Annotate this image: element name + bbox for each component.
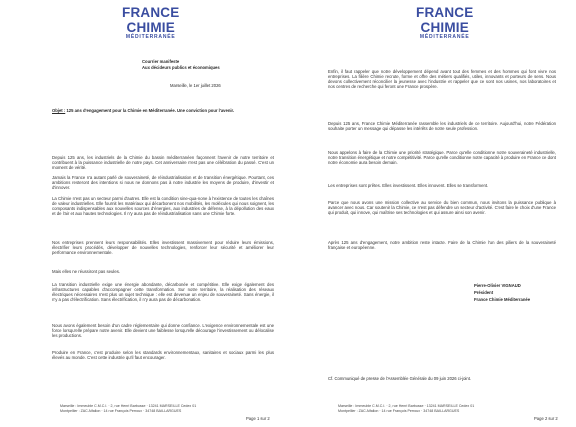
objet-text: 125 ans d'engagement pour la Chimie en Méditerranée. Une conviction pour l'avenir. xyxy=(66,108,235,113)
logo-line-2: CHIMIE xyxy=(420,19,469,35)
addressee-line-1: Courrier manifeste xyxy=(142,59,180,64)
logo-line-2: CHIMIE xyxy=(126,19,175,35)
p2-page-number: Page 2 sur 2 xyxy=(534,416,558,421)
p1-paragraph-3: La Chimie n'est pas un secteur parmi d'autres. Elle est la condition sine-qua-none à l'existence de toutes les chaînes de valeur industrielles. Elle fournit les matériaux qui décarbonent nos mobilités, les molécules qui nous soignent, les composants indispensables aux nouvelles sources d'énergies, aux industries de défense, à la dépollution des eaux et de l'air et aux hautes technologies. Il n'y aura pas de réindustrialisation sans une Chimie forte. xyxy=(52,196,274,217)
p1-paragraph-7: Nous avons également besoin d'un cadre réglementaire qui donne confiance. L'exigence environnementale est une force lorsqu'elle prépare notre avenir. Elle devient une faiblesse lorsqu'elle décourage l'investissement ou délocalise les productions. xyxy=(52,323,274,339)
p2-footer-line-1: Marseille : Immeuble C.M.C.I. · 2, rue Henri Barbusse · 13241 MARSEILLE Cedex 01 xyxy=(338,404,475,408)
signatory-title: Président xyxy=(474,290,494,295)
logo-line-3: MÉDITERRANÉE xyxy=(419,34,470,40)
p2-paragraph-1: Enfin, il faut rappeler que notre développement dépend avant tout des femmes et des hommes qui font vivre nos entreprises. La filière Chimie recrute, forme et offre des métiers qualifiés, utiles, innovants et porteurs de sens. Nous devons collectivement réconcilier la jeunesse avec l'industrie et rappeler que ce sont nos usines, nos laboratoires et nos centres de recherche qui feront une France prospère. xyxy=(328,69,556,90)
p2-paragraph-6: Après 125 ans d'engagement, notre ambition reste intacte. Faire de la Chimie l'un des piliers de la souveraineté française et européenne. xyxy=(328,240,556,251)
objet-label: Objet : xyxy=(52,108,66,113)
p1-paragraph-4: Nos entreprises prennent leurs responsabilités. Elles investissent massivement pour réduire leurs émissions, électrifier leurs procédés, développer de nouvelles technologies, renforcer leur sécurité et améliorer leur performance environnementale. xyxy=(52,240,274,256)
letter-page-2 xyxy=(288,0,576,427)
p2-footer xyxy=(338,404,548,413)
p1-footer-line-2: Montpellier : ZAC Alfallon · 14 rue François Perroux · 34748 BAILLARGUES xyxy=(60,408,182,413)
p1-footer xyxy=(60,404,270,413)
p2-paragraph-4: Les entreprises sont prêtes. Elles investissent. Elles innovent. Elles se transforment. xyxy=(328,183,489,188)
addressee-line-2: Aux décideurs publics et économiques xyxy=(142,65,220,70)
objet-line xyxy=(52,108,274,113)
place-date: Marseille, le 1er juillet 2026 xyxy=(170,83,221,88)
p2-paragraph-2: Depuis 125 ans, France Chimie Méditerranée rassemble les industriels de ce territoire. Aujourd'hui, notre Fédération souhaite porter un message qui dépasse les intérêts de notre seule profession. xyxy=(328,121,556,132)
p1-paragraph-6: La transition industrielle exige une énergie abondante, décarbonée et compétitive. Elle exige également des infrastructures capables d'accompagner cette transformation. Sur notre territoire, la réalisation des réseaux électriques nécessaires n'est plus un sujet technique : elle est devenue un enjeu de souveraineté. Sans énergie, il n'y a pas d'électrification. Sans électrification, il n'y aura pas de décarbonation. xyxy=(52,282,274,303)
signatory-org: France Chimie Méditerranée xyxy=(474,297,531,302)
p1-paragraph-2: Jamais la France n'a autant parlé de souveraineté, de réindustrialisation et de transition énergétique. Pourtant, ces ambitions resteront des intentions si nous ne donnons pas à notre industrie les moyens de produire, d'investir et d'innover. xyxy=(52,175,274,191)
press-release-note: Cf. Communiqué de presse de l'Assemblée Générale du 09 juin 2026 ci-joint. xyxy=(328,376,472,381)
p1-footer-line-1: Marseille : Immeuble C.M.C.I. · 2, rue Henri Barbusse · 13241 MARSEILLE Cedex 01 xyxy=(60,404,197,408)
p1-paragraph-5: Mais elles ne réussiront pas seules. xyxy=(52,269,121,274)
france-chimie-logo xyxy=(122,6,179,40)
logo-line-1: FRANCE xyxy=(122,5,180,20)
france-chimie-logo-page-2 xyxy=(416,6,473,40)
p1-paragraph-1: Depuis 125 ans, les industriels de la Chimie du bassin méditerranéen façonnent l'avenir de notre territoire et contribuent à la puissance industrielle de notre pays. Cet anniversaire n'est pas une célébration du passé. C'est un moment de vérité. xyxy=(52,155,274,171)
p1-paragraph-8: Produire en France, c'est produire selon les standards environnementaux, sanitaires et sociaux parmi les plus élevés au monde. C'est cette industrie qu'il faut encourager. xyxy=(52,350,274,361)
logo-line-1: FRANCE xyxy=(416,5,474,20)
p2-footer-line-2: Montpellier : ZAC Alfallon · 14 rue François Perroux · 34748 BAILLARGUES xyxy=(338,408,460,413)
p2-paragraph-5: Parce que nous avons une mission collective au service du bien commun, nous invitons la puissance publique à avancer avec nous. Car soutenir la Chimie, ce n'est pas défendre un secteur d'activité. C'est faire le choix d'une France qui produit, qui innove, qui maîtrise ses technologies et qui assure ainsi son avenir. xyxy=(328,200,556,216)
logo-line-3: MÉDITERRANÉE xyxy=(125,34,176,40)
p1-page-number: Page 1 sur 2 xyxy=(246,416,270,421)
signatory-name: Pierre-Olivier VIGNAUD xyxy=(474,283,521,288)
p2-paragraph-3: Nous appelons à faire de la Chimie une priorité stratégique. Parce qu'elle conditionne notre souveraineté industrielle, notre transition énergétique et notre compétitivité. Parce qu'elle conditionne notre capacité à produire en France ce dont notre économie aura besoin demain. xyxy=(328,150,556,166)
